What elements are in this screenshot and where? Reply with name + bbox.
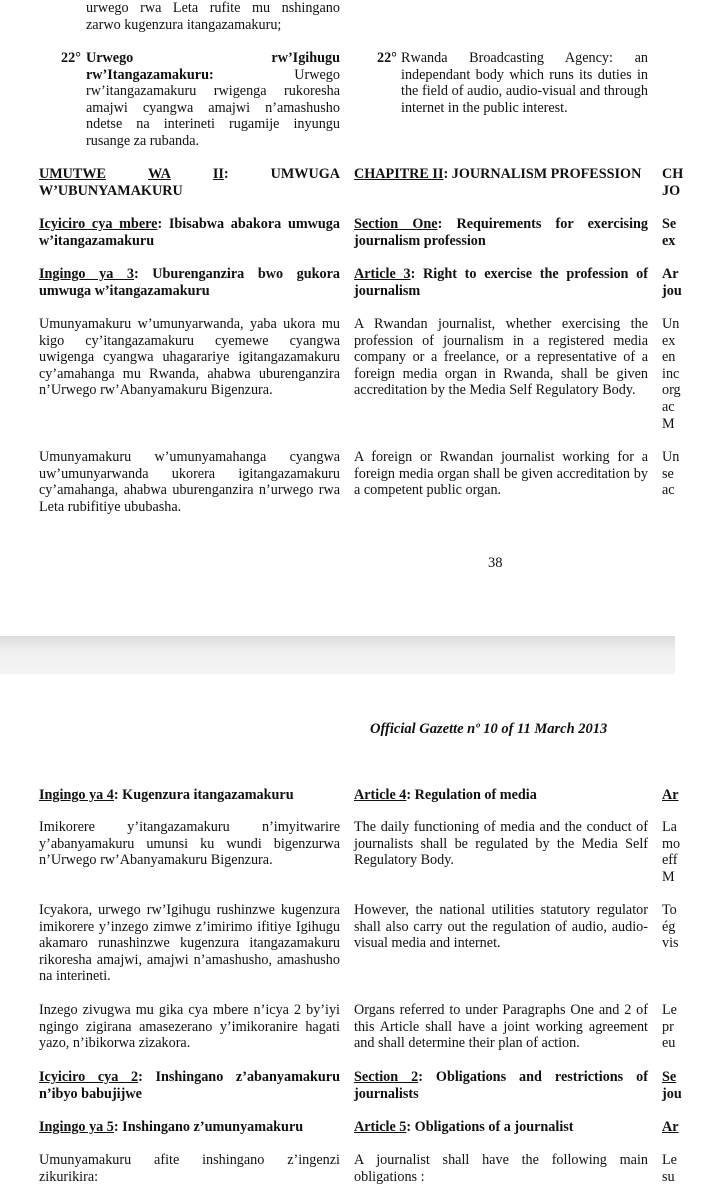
article-4-paragraph-3-fr-cropped: Le pr eu <box>662 1002 677 1052</box>
page-number: 38 <box>488 555 503 571</box>
article-4-paragraph-2-rw: Icyakora, urwego rw’Igihugu rushinzwe kugenzura imikorere y’inzego zimwe z’imirimo ifitiye Igihugu akamaro runashinzwe kugenzura itangazamakuru rikoresha amajwi, amajwi n’amashusho, amashusho na interineti. <box>39 902 340 985</box>
article-4-heading-en: Article 4: Regulation of media <box>354 787 537 803</box>
definition-22-number-en: 22° <box>377 50 397 66</box>
article-4-paragraph-3-rw: Inzego zivugwa mu gika cya mbere n’icya 2 by’iyi ngingo zigirana amasezerano y’imikoranire hagati yazo, n’ibikorwa zizakora. <box>39 1002 340 1052</box>
article-3-paragraph-2-rw: Umunyamakuru w’umunyamahanga cyangwa uw’umunyarwanda ukorera igitangazamakuru cy’amahanga, ahabwa uburenganzira n’urwego rwa Leta rubifitiye ububasha. <box>39 449 340 515</box>
article-4-heading-fr-cropped: Ar <box>662 787 679 803</box>
article-3-heading-en: Article 3: Right to exercise the profession of journalism <box>354 266 648 299</box>
article-5-heading-rw: Ingingo ya 5: Inshingano z’umunyamakuru <box>39 1119 304 1135</box>
article-4-paragraph-3-en: Organs referred to under Paragraphs One and 2 of this Article shall have a joint working agreement and shall determine their plan of action. <box>354 1002 648 1052</box>
section-2-heading-en: Section 2: Obligations and restrictions of journalists <box>354 1069 648 1102</box>
article-5-heading-fr-cropped: Ar <box>662 1119 679 1135</box>
page-separator <box>0 636 675 674</box>
article-3-heading-fr-cropped: Ar jou <box>662 266 682 299</box>
article-3-paragraph-1-en: A Rwandan journalist, whether exercising the profession of journalism in a registered media company or a freelance, or a representative of a foreign media organ in Rwanda, shall be given accreditation by the Media Self Regulatory Body. <box>354 316 648 399</box>
section-1-heading-fr-cropped: Se ex <box>662 216 677 249</box>
gazette-header: Official Gazette nº 10 of 11 March 2013 <box>370 721 608 737</box>
article-4-paragraph-2-en: However, the national utilities statutory regulator shall also carry out the regulation of audio, audio-visual media and internet. <box>354 902 648 952</box>
section-1-heading-en: Section One: Requirements for exercising journalism profession <box>354 216 649 249</box>
kinyarwanda-continuation: urwego rwa Leta rufite mu nshingano zarwo kugenzura itangazamakuru; <box>86 0 340 33</box>
section-1-heading-rw: Icyiciro cya mbere: Ibisabwa abakora umwuga w’itangazamakuru <box>39 216 340 249</box>
definition-22-rw: Urwego rw’Igihugu rw’Itangazamakuru: Urwego rw’itangazamakuru rwigenga rukoresha amajwi cyangwa amajwi n’amashusho ndetse na interineti rugamije inyungu rusange za rubanda. <box>86 50 340 149</box>
definition-22-en: Rwanda Broadcasting Agency: an independant body which runs its duties in the field of audio, audio-visual and through internet in the public interest. <box>401 50 648 116</box>
article-4-paragraph-1-fr-cropped: La mo eff M <box>662 819 681 885</box>
article-3-paragraph-2-en: A foreign or Rwandan journalist working for a foreign media organ shall be given accreditation by a competent public organ. <box>354 449 648 499</box>
definition-22-number-rw: 22° <box>61 50 81 66</box>
article-3-paragraph-2-fr-cropped: Un se ac <box>662 449 680 499</box>
chapter-2-heading-fr-cropped: CH JO <box>662 166 684 199</box>
article-5-heading-en: Article 5: Obligations of a journalist <box>354 1119 574 1135</box>
article-3-heading-rw: Ingingo ya 3: Uburenganzira bwo gukora umwuga w’itangazamakuru <box>39 266 340 299</box>
section-2-heading-fr-cropped: Se jou <box>662 1069 682 1102</box>
article-4-paragraph-2-fr-cropped: To ég vis <box>662 902 679 952</box>
article-4-paragraph-1-rw: Imikorere y’itangazamakuru n’imyitwarire y’abanyamakuru umunsi ku wundi bigenzurwa n’Urwego rw’Abanyamakuru Bigenzura. <box>39 819 340 869</box>
article-4-heading-rw: Ingingo ya 4: Kugenzura itangazamakuru <box>39 787 294 803</box>
article-5-paragraph-1-rw: Umunyamakuru afite inshingano z’ingenzi zikurikira: <box>39 1152 340 1185</box>
chapter-2-heading-rw: UMUTWE WA II: UMWUGA W’UBUNYAMAKURU <box>39 166 340 199</box>
section-2-heading-rw: Icyiciro cya 2: Inshingano z’abanyamakuru n’ibyo babujijwe <box>39 1069 340 1102</box>
article-5-paragraph-1-fr-cropped: Le su <box>662 1152 677 1185</box>
article-5-paragraph-1-en: A journalist shall have the following main obligations : <box>354 1152 648 1185</box>
article-4-paragraph-1-en: The daily functioning of media and the conduct of journalists shall be regulated by the Media Self Regulatory Body. <box>354 819 648 869</box>
article-3-paragraph-1-fr-cropped: Un ex en inc org ac M <box>662 316 681 432</box>
article-3-paragraph-1-rw: Umunyamakuru w’umunyarwanda, yaba ukora mu kigo cy’itangazamakuru cyemewe cyangwa uwigenga cyangwa uhagarariye igitangazamakuru cy’amahanga mu Rwanda, ahabwa uburenganzira n’Urwego rw’Abanyamakuru Bigenzura. <box>39 316 340 399</box>
gazette-page-next <box>0 674 682 1200</box>
chapter-2-heading-en: CHAPITRE II: JOURNALISM PROFESSION <box>354 166 642 182</box>
